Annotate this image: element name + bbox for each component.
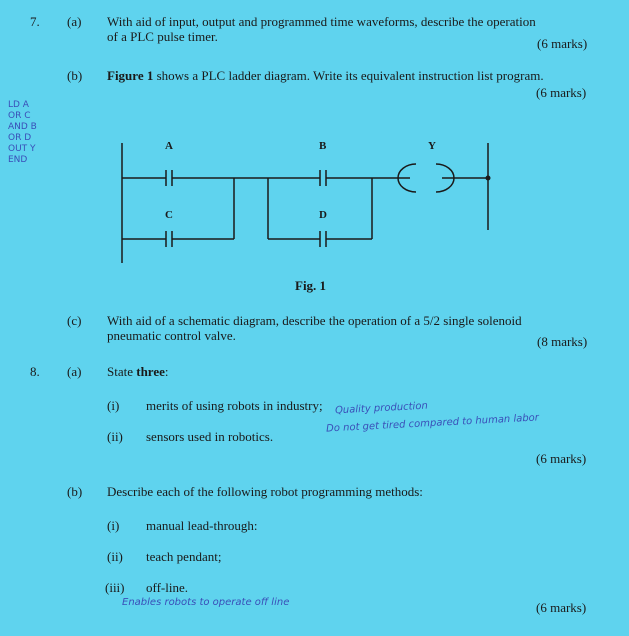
q8b-text: Describe each of the following robot programming methods: [107, 484, 423, 499]
rail-junction-dot [486, 176, 491, 181]
q8b-iii-label: (iii) [105, 580, 125, 595]
contact-d-label: D [319, 209, 327, 221]
q8a-i-text: merits of using robots in industry; [146, 398, 323, 413]
q8b-i-label: (i) [107, 518, 120, 533]
q8a-marks: (6 marks) [536, 451, 587, 466]
q8a-bold: three [136, 364, 165, 379]
q7c-text-line1: With aid of a schematic diagram, describe the operation of a 5/2 single solenoid [107, 313, 522, 328]
q7b-text-body: shows a PLC ladder diagram. Write its equivalent instruction list program. [153, 68, 544, 83]
q8b-label: (b) [67, 484, 83, 499]
q8b-ii-label: (ii) [107, 549, 123, 564]
q7b-marks: (6 marks) [536, 85, 587, 100]
handwritten-line-1: LD A [8, 100, 29, 110]
handwritten-instruction-list [8, 100, 37, 166]
contact-b-label: B [319, 140, 327, 152]
coil-y-label: Y [428, 140, 436, 152]
q8a-text [107, 364, 169, 379]
q8a-i-label: (i) [107, 398, 120, 413]
handwritten-merit-note-1: Quality production [334, 400, 429, 417]
q8b-i-text: manual lead-through: [146, 518, 258, 533]
q8a-prefix: State [107, 364, 137, 379]
handwritten-line-2: OR C [8, 111, 31, 121]
q7c-marks: (8 marks) [537, 334, 588, 349]
q7c-label: (c) [67, 313, 82, 328]
handwritten-merit-note-2: Do not get tired compared to human labor [325, 412, 540, 435]
q7b-text [107, 68, 544, 83]
handwritten-line-5: OUT Y [8, 144, 36, 154]
q8a-ii-label: (ii) [107, 429, 123, 444]
contact-a-label: A [165, 140, 173, 152]
contact-c-label: C [165, 209, 173, 221]
question-7-number: 7. [30, 14, 40, 29]
handwritten-line-3: AND B [8, 122, 37, 132]
ladder-diagram [118, 135, 498, 275]
q7a-label: (a) [67, 14, 82, 29]
q7a-marks: (6 marks) [537, 36, 588, 51]
q8a-ii-text: sensors used in robotics. [146, 429, 274, 444]
q7a-text-line1: With aid of input, output and programmed time waveforms, describe the operation [107, 14, 536, 29]
figure-reference: Figure 1 [107, 68, 154, 83]
q8b-marks: (6 marks) [536, 600, 587, 615]
q8a-suffix: : [164, 364, 169, 379]
handwritten-line-4: OR D [8, 133, 32, 143]
q8a-label: (a) [67, 364, 82, 379]
figure-caption: Fig. 1 [295, 278, 327, 293]
q7c-text-line2: pneumatic control valve. [107, 328, 236, 343]
q7b-label: (b) [67, 68, 83, 83]
q8b-iii-text: off-line. [146, 580, 188, 595]
q7a-text-line2: of a PLC pulse timer. [107, 29, 218, 44]
handwritten-offline-note: Enables robots to operate off line [122, 597, 290, 608]
handwritten-line-6: END [8, 155, 28, 165]
question-8-number: 8. [30, 364, 40, 379]
q8b-ii-text: teach pendant; [146, 549, 222, 564]
